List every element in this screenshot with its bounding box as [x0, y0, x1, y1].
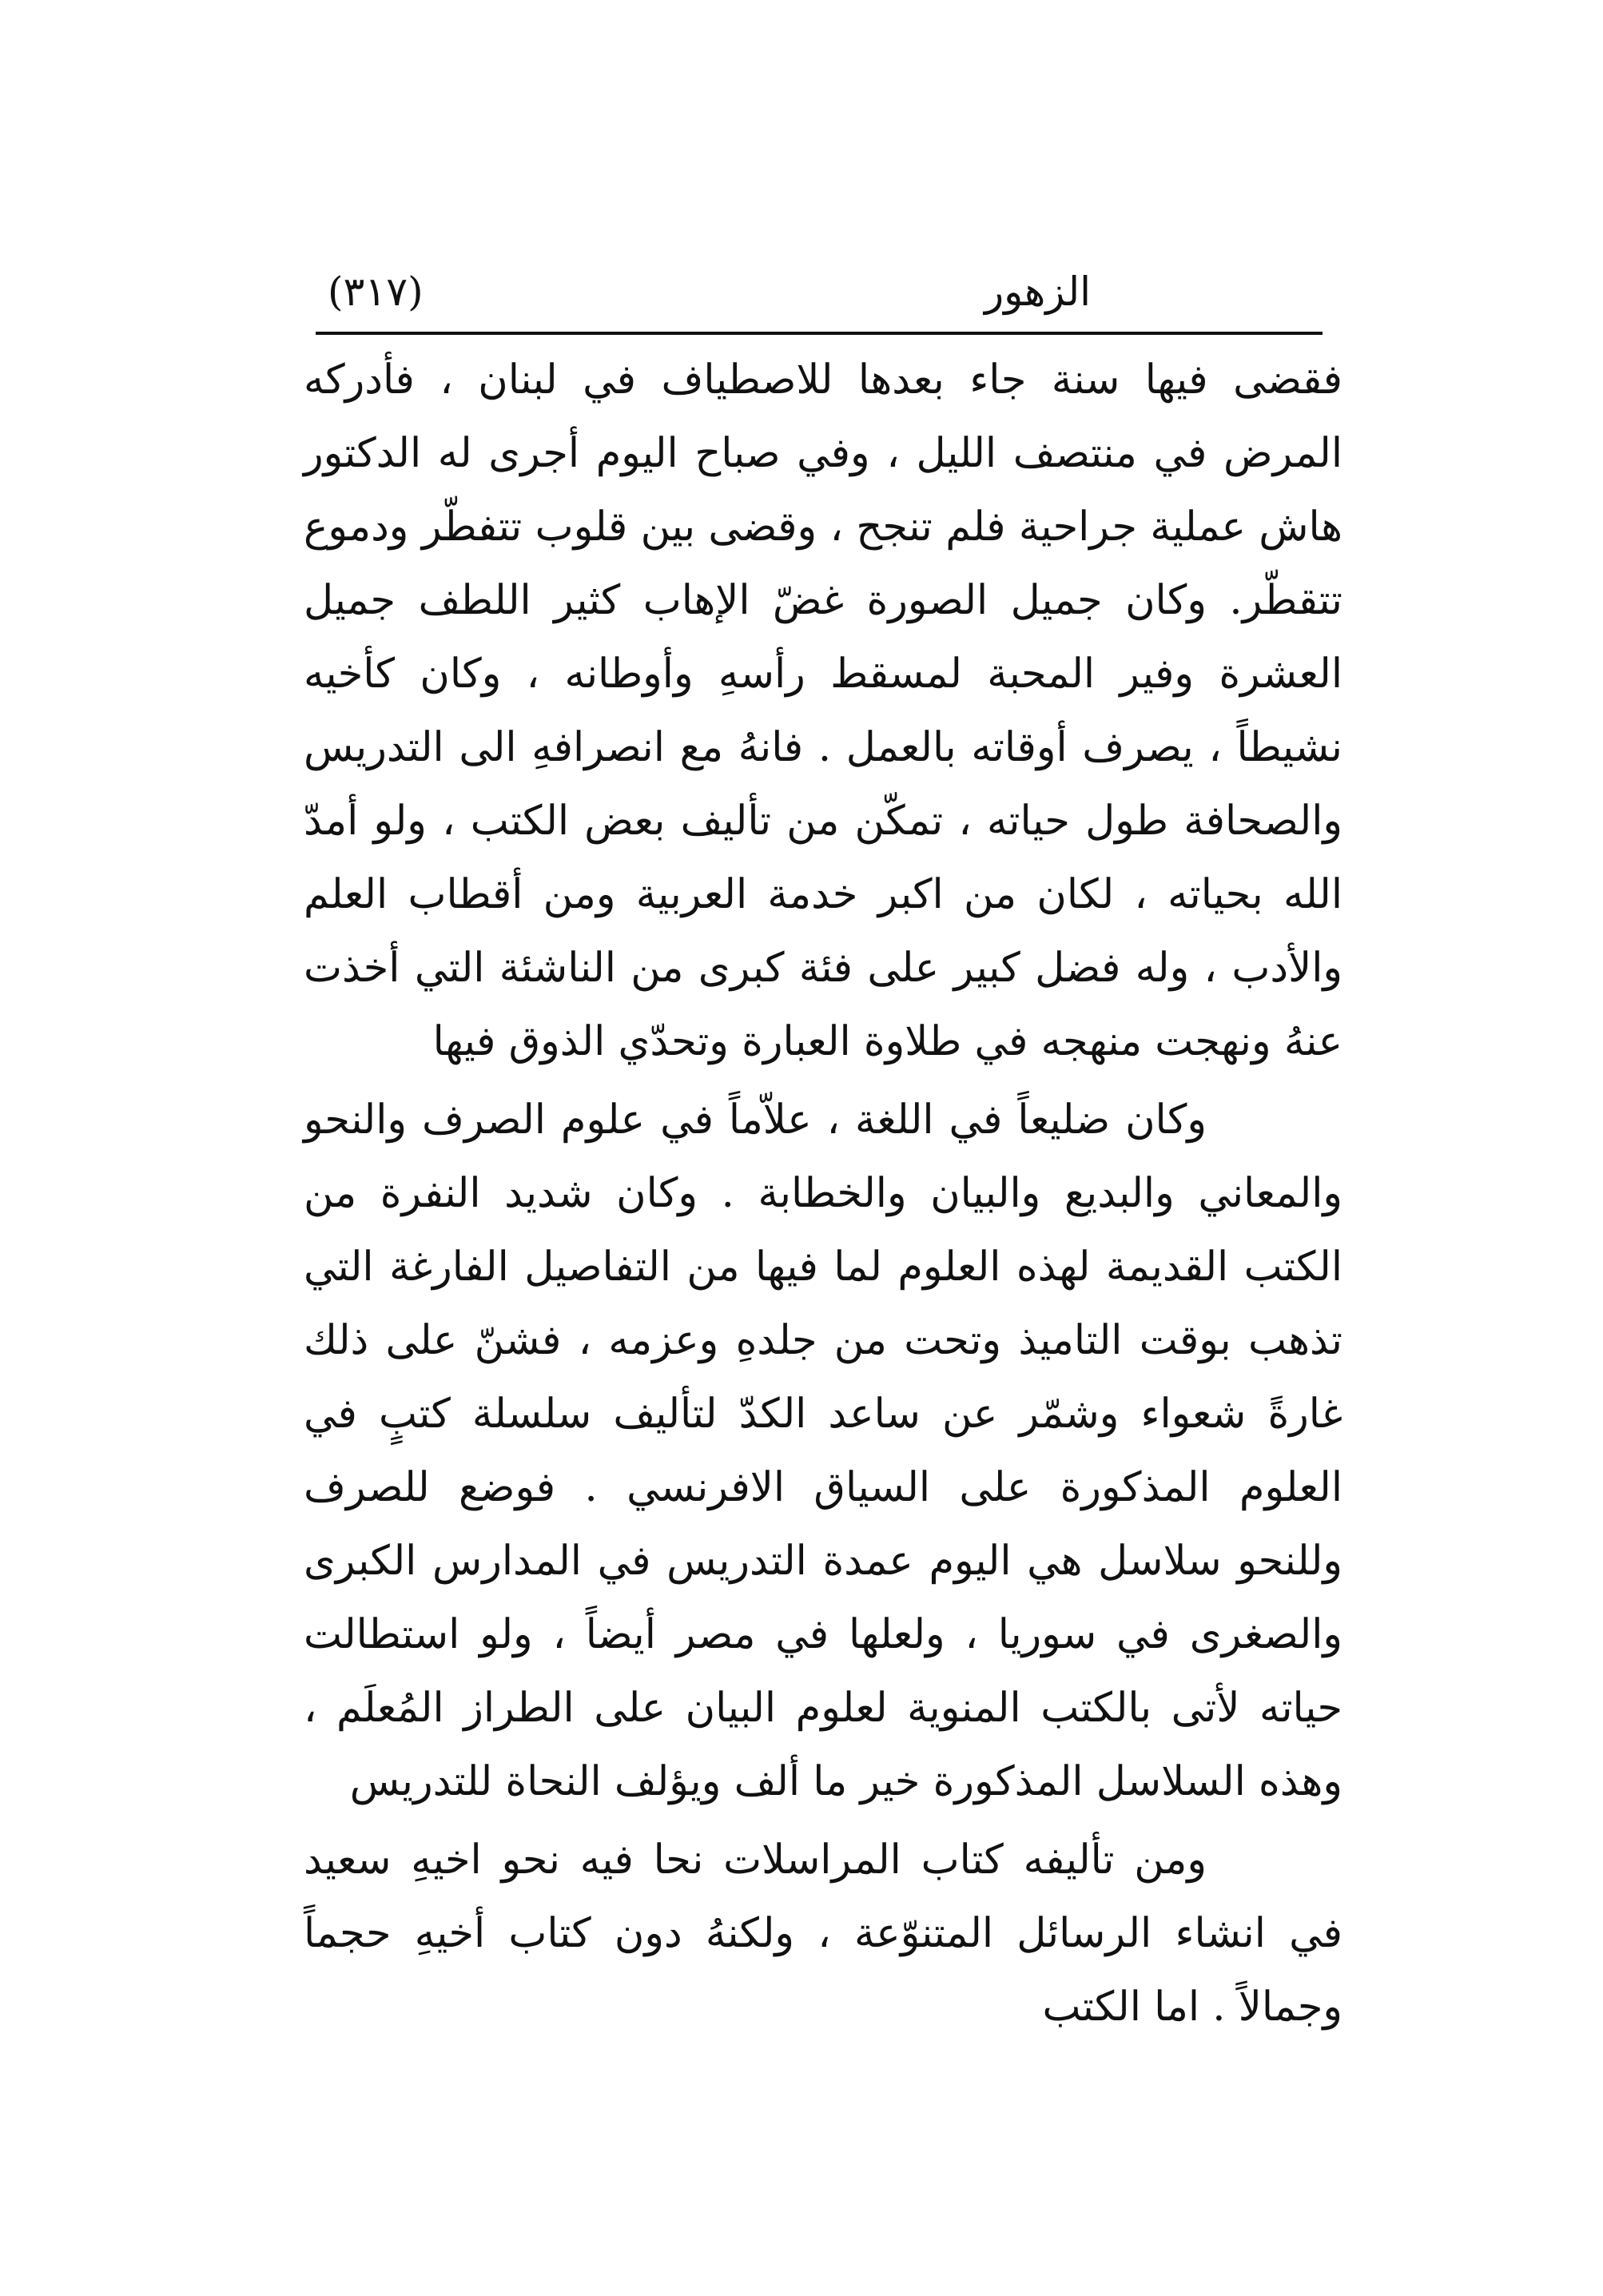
- paragraph-1: فقضى فيها سنة جاء بعدها للاصطياف في لبنان ، فأدركه المرض في منتصف الليل ، وفي صباح اليوم أجرى له الدكتور هاش عملية جراحية فلم تنجح ، وقضى بين قلوب تتفطّر ودموع تتقطّر. وكان جميل الصورة غضّ الإهاب كثير اللطف جميل العشرة وفير المحبة لمسقط رأسهِ وأوطانه ، وكان كأخيه نشيطاً ، يصرف أوقاته بالعمل . فانهُ مع انصرافهِ الى التدريس والصحافة طول حياته ، تمكّن من تأليف بعض الكتب ، ولو أمدّ الله بحياته ، لكان من اكبر خدمة العربية ومن أقطاب العلم والأدب ، وله فضل كبير على فئة كبرى من الناشئة التي أخذت عنهُ ونهجت منهجه في طلاوة العبارة وتحدّي الذوق فيها: [304, 356, 1342, 1065]
- page-number: (٣١٧): [328, 269, 424, 315]
- running-head-title: الزهور: [984, 269, 1091, 315]
- paragraph-2: وكان ضليعاً في اللغة ، علاّماً في علوم الصرف والنحو والمعاني والبديع والبيان والخطابة . وكان شديد النفرة من الكتب القديمة لهذه العلوم لما فيها من التفاصيل الفارغة التي تذهب بوقت التاميذ وتحت من جلدهِ وعزمه ، فشنّ على ذلك غارةً شعواء وشمّر عن ساعد الكدّ لتأليف سلسلة كتبٍ في العلوم المذكورة على السياق الافرنسي . فوضع للصرف وللنحو سلاسل هي اليوم عمدة التدريس في المدارس الكبرى والصغرى في سوريا ، ولعلها في مصر أيضاً ، ولو استطالت حياته لأتى بالكتب المنوية لعلوم البيان على الطراز المُعلَم ، وهذه السلاسل المذكورة خير ما ألف ويؤلف النحاة للتدريس: [304, 1096, 1342, 1805]
- header-rule: [316, 332, 1323, 335]
- body-text: [304, 344, 1342, 2044]
- running-head: [316, 256, 1323, 328]
- paragraph-3: ومن تأليفه كتاب المراسلات نحا فيه نحو اخيهِ سعيد في انشاء الرسائل المتنوّعة ، ولكنهُ دون كتاب أخيهِ حجماً وجمالاً . اما الكتب: [304, 1836, 1342, 2031]
